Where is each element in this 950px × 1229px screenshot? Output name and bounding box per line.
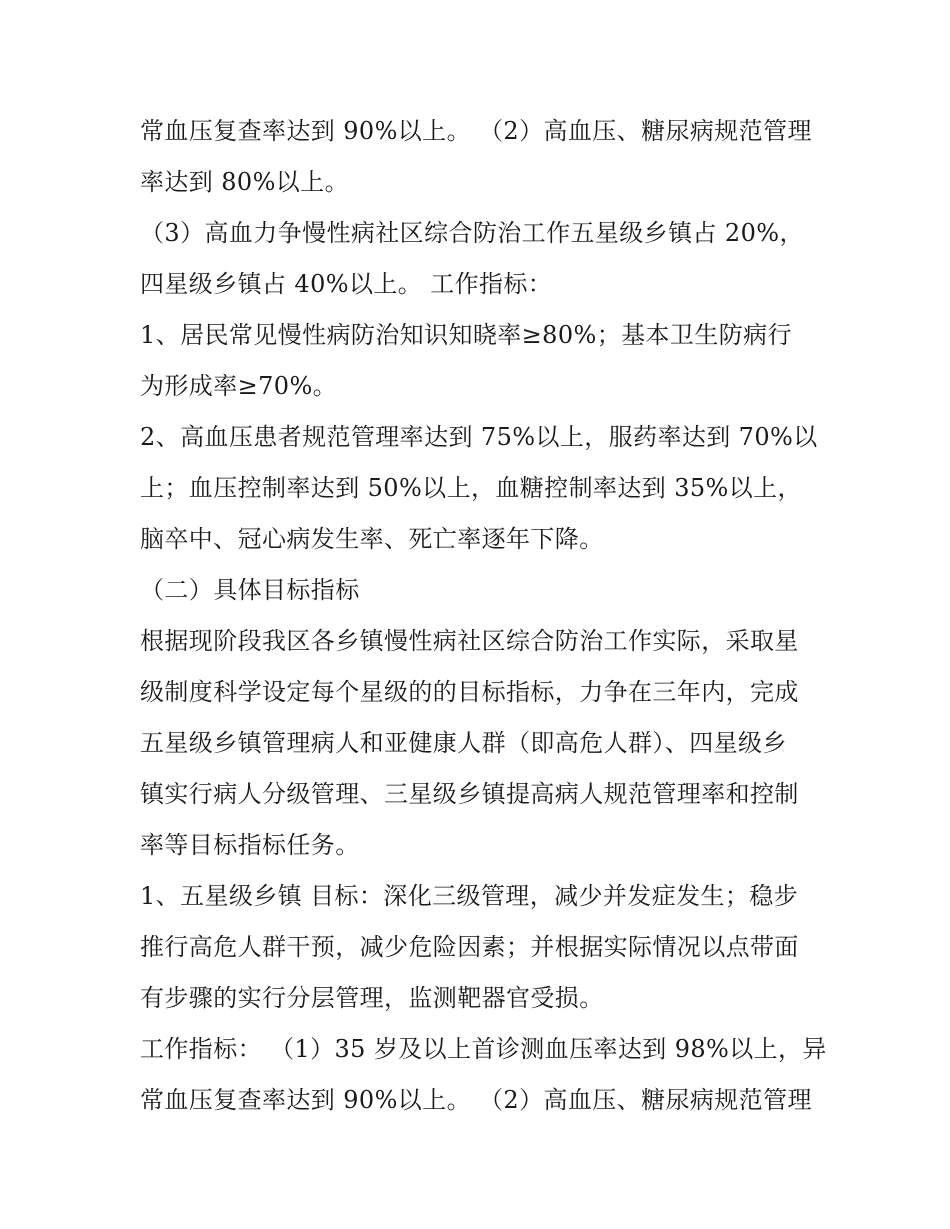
text-line: 五星级乡镇管理病人和亚健康人群（即高危人群）、四星级乡 — [140, 729, 787, 757]
text-line: 脑卒中、冠心病发生率、死亡率逐年下降。 — [140, 525, 604, 553]
text-line: 上；血压控制率达到 50%以上，血糖控制率达到 35%以上， — [140, 474, 802, 502]
text-line: 率达到 80%以上。 — [140, 168, 349, 196]
document-body — [140, 106, 827, 1126]
text-line: 率等目标指标任务。 — [140, 831, 360, 859]
text-line: 1、五星级乡镇 目标：深化三级管理，减少并发症发生；稳步 — [140, 882, 799, 910]
text-line: 根据现阶段我区各乡镇慢性病社区综合防治工作实际，采取星 — [140, 627, 799, 655]
text-line: （3）高血力争慢性病社区综合防治工作五星级乡镇占 20%， — [140, 219, 804, 247]
text-line: 推行高危人群干预，减少危险因素；并根据实际情况以点带面 — [140, 933, 799, 961]
text-line: 1、居民常见慢性病防治知识知晓率≥80%；基本卫生防病行 — [140, 321, 792, 349]
text-line: 常血压复查率达到 90%以上。 （2）高血压、糖尿病规范管理 — [140, 1086, 812, 1114]
text-line: 镇实行病人分级管理、三星级乡镇提高病人规范管理率和控制 — [140, 780, 799, 808]
text-line: 工作指标： （1）35 岁及以上首诊测血压率达到 98%以上，异 — [140, 1035, 827, 1063]
text-line: 常血压复查率达到 90%以上。 （2）高血压、糖尿病规范管理 — [140, 117, 812, 145]
text-line: 级制度科学设定每个星级的的目标指标，力争在三年内，完成 — [140, 678, 799, 706]
text-line: 四星级乡镇占 40%以上。 工作指标： — [140, 270, 553, 298]
section-heading: （二）具体目标指标 — [140, 576, 360, 604]
text-line: 为形成率≥70%。 — [140, 372, 338, 400]
text-line: 2、高血压患者规范管理率达到 75%以上，服药率达到 70%以 — [140, 423, 818, 451]
text-line: 有步骤的实行分层管理，监测靶器官受损。 — [140, 984, 604, 1012]
